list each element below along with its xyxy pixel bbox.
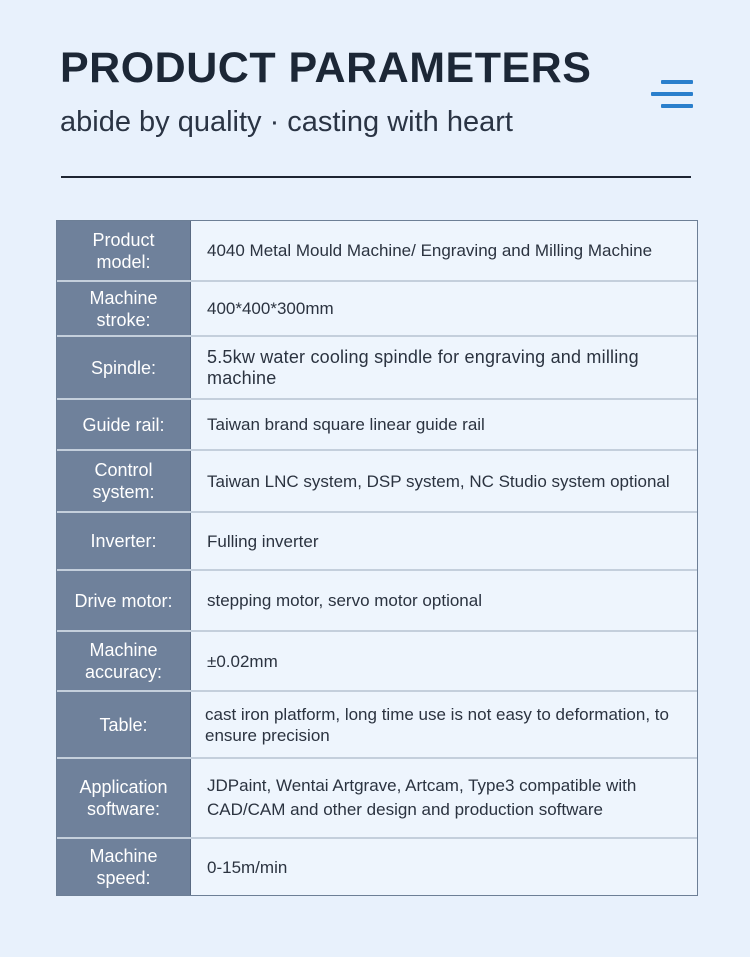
table-row (57, 759, 697, 839)
param-value-control-system: Taiwan LNC system, DSP system, NC Studio system optional (207, 471, 670, 491)
param-value-product-model: 4040 Metal Mould Machine/ Engraving and Milling Machine (207, 241, 653, 260)
menu-icon-bar (661, 104, 693, 108)
table-row (57, 282, 697, 337)
table-row (57, 513, 697, 571)
param-label-machine-speed: Machine speed: (57, 839, 191, 895)
param-value-inverter: Fulling inverter (207, 531, 319, 551)
menu-icon-bar (661, 80, 693, 84)
table-row (57, 221, 697, 282)
page-title: PRODUCT PARAMETERS (60, 44, 592, 92)
parameters-table (56, 220, 698, 896)
param-value-machine-stroke: 400*400*300mm (207, 299, 334, 318)
menu-icon[interactable] (651, 80, 693, 110)
param-label-drive-motor: Drive motor: (57, 571, 191, 630)
param-label-machine-stroke: Machine stroke: (57, 282, 191, 335)
table-row (57, 632, 697, 692)
table-row (57, 400, 697, 451)
param-label-control-system: Control system: (57, 451, 191, 511)
param-value-spindle: 5.5kw water cooling spindle for engraving and milling machine (207, 346, 639, 388)
param-value-machine-speed: 0-15m/min (207, 857, 288, 877)
param-value-machine-accuracy: ±0.02mm (207, 651, 278, 671)
param-value-table: cast iron platform, long time use is not easy to deformation, to ensure precision (205, 704, 669, 745)
param-label-product-model: Product model: (57, 221, 191, 280)
param-value-application-software: JDPaint, Wentai Artgrave, Artcam, Type3 compatible with CAD/CAM and other design and production software (207, 776, 637, 819)
table-row (57, 337, 697, 400)
param-value-guide-rail: Taiwan brand square linear guide rail (207, 415, 485, 434)
page-subtitle: abide by quality · casting with heart (60, 106, 513, 138)
table-row (57, 451, 697, 513)
param-label-guide-rail: Guide rail: (57, 400, 191, 449)
table-row (57, 692, 697, 759)
param-label-application-software: Application software: (57, 759, 191, 837)
table-row (57, 571, 697, 632)
table-row (57, 839, 697, 895)
param-label-inverter: Inverter: (57, 513, 191, 569)
param-label-spindle: Spindle: (57, 337, 191, 398)
header-divider (61, 176, 691, 178)
menu-icon-bar (651, 92, 693, 96)
param-value-drive-motor: stepping motor, servo motor optional (207, 591, 482, 610)
param-label-machine-accuracy: Machine accuracy: (57, 632, 191, 690)
param-label-table: Table: (57, 692, 191, 757)
